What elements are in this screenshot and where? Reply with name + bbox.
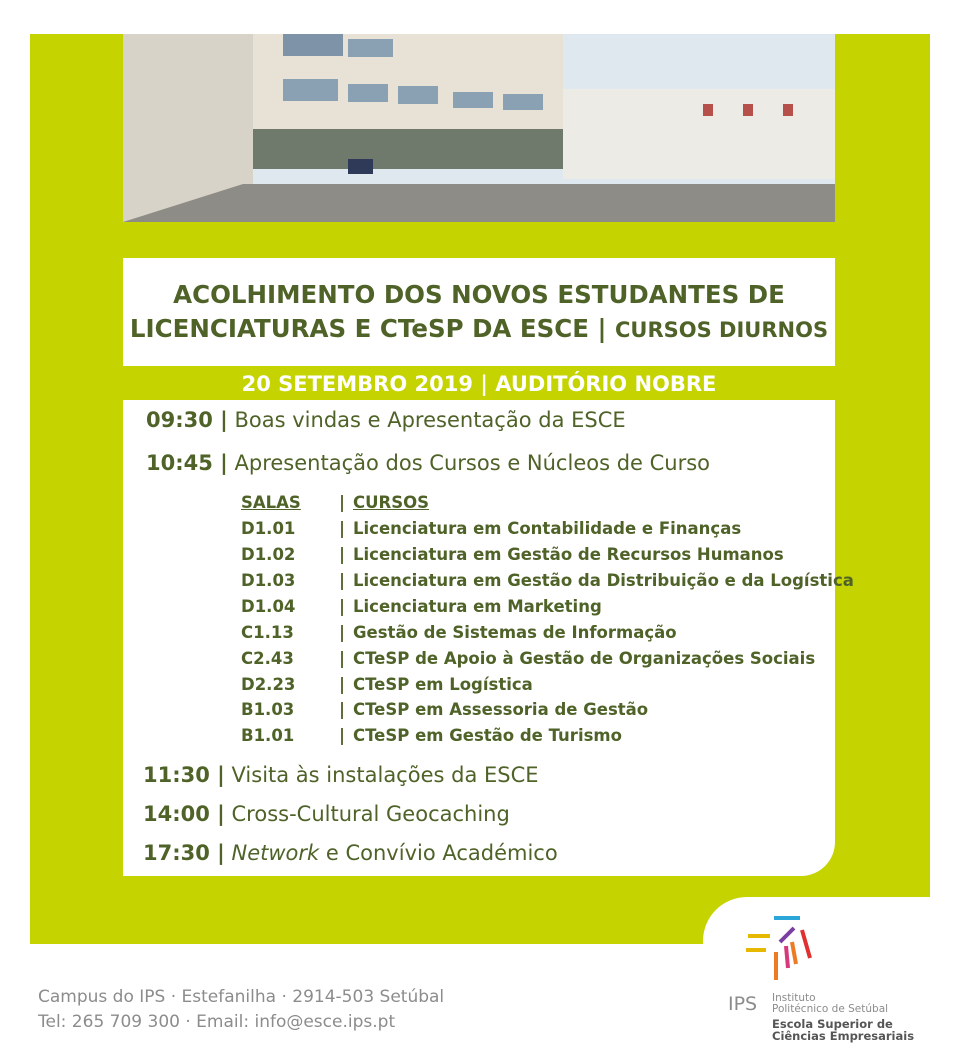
room-code: D1.02 [241,545,296,564]
room-separator: | [339,545,346,564]
title-line-2: LICENCIATURAS E CTeSP DA ESCE | [129,314,607,343]
logo-school-line-2: Ciências Empresariais [772,1029,915,1043]
room-code: D1.04 [241,597,296,616]
schedule-item [146,408,626,432]
room-code: B1.03 [241,700,295,719]
room-code: B1.01 [241,726,295,745]
date-venue: 20 SETEMBRO 2019 | AUDITÓRIO NOBRE [241,372,717,396]
schedule-item [143,763,539,787]
schedule-text-italic: Network [231,841,320,865]
schedule-text: Boas vindas e Apresentação da ESCE [234,408,626,432]
logo-institute-line-1: Instituto [772,992,816,1004]
schedule-panel [123,400,854,876]
logo-stroke [780,928,794,942]
room-course: CTeSP de Apoio à Gestão de Organizações Sociais [353,649,816,668]
room-course: Licenciatura em Contabilidade e Finanças [353,519,742,538]
room-separator: | [339,649,346,668]
room-course: Licenciatura em Marketing [353,597,602,616]
rooms-header-salas: SALAS [241,493,301,512]
schedule-time: 09:30 | [146,408,228,432]
schedule-text: Apresentação dos Cursos e Núcleos de Curso [234,451,711,475]
footer-address: Campus do IPS · Estefanilha · 2914-503 Setúbal [38,987,445,1007]
room-course: Licenciatura em Gestão da Distribuição e da Logística [353,571,854,590]
room-code: D2.23 [241,675,296,694]
page-title [123,278,835,347]
rooms-header-cursos: CURSOS [353,493,430,512]
schedule-item [146,451,710,475]
schedule-item [143,841,558,865]
room-course: Licenciatura em Gestão de Recursos Humanos [353,545,784,564]
title-subtitle: CURSOS DIURNOS [615,318,829,342]
room-code: C2.43 [241,649,294,668]
schedule-text: e Convívio Académico [325,841,558,865]
logo-stroke [786,946,788,968]
schedule-item [143,802,510,826]
room-code: C1.13 [241,623,294,642]
ips-logo-mark-icon [740,912,816,984]
room-separator: | [339,571,346,590]
room-course: CTeSP em Logística [353,675,533,694]
schedule-time: 11:30 | [143,763,225,787]
logo-stroke [802,930,810,958]
campus-photo [123,34,835,222]
room-code: D1.03 [241,571,296,590]
room-separator: | [339,597,346,616]
room-separator: | [339,519,346,538]
schedule-time: 10:45 | [146,451,228,475]
room-separator: | [339,675,346,694]
room-course: CTeSP em Assessoria de Gestão [353,700,649,719]
room-course: Gestão de Sistemas de Informação [353,623,677,642]
logo-school-line-1: Escola Superior de [772,1017,893,1031]
rooms-header-separator: | [339,493,346,512]
schedule-text: Visita às instalações da ESCE [231,763,539,787]
logo-institute-line-2: Politécnico de Setúbal [772,1003,889,1015]
room-separator: | [339,726,346,745]
room-code: D1.01 [241,519,296,538]
room-separator: | [339,700,346,719]
title-box [123,258,835,366]
logo-stroke [792,942,796,964]
footer-contact: Tel: 265 709 300 · Email: info@esce.ips.pt [38,1012,396,1032]
title-line-1: ACOLHIMENTO DOS NOVOS ESTUDANTES DE [173,280,785,309]
room-course: CTeSP em Gestão de Turismo [353,726,622,745]
room-separator: | [339,623,346,642]
schedule-text: Cross-Cultural Geocaching [231,802,510,826]
schedule-time: 14:00 | [143,802,225,826]
logo-ips: IPS [728,993,758,1015]
schedule-time: 17:30 | [143,841,225,865]
